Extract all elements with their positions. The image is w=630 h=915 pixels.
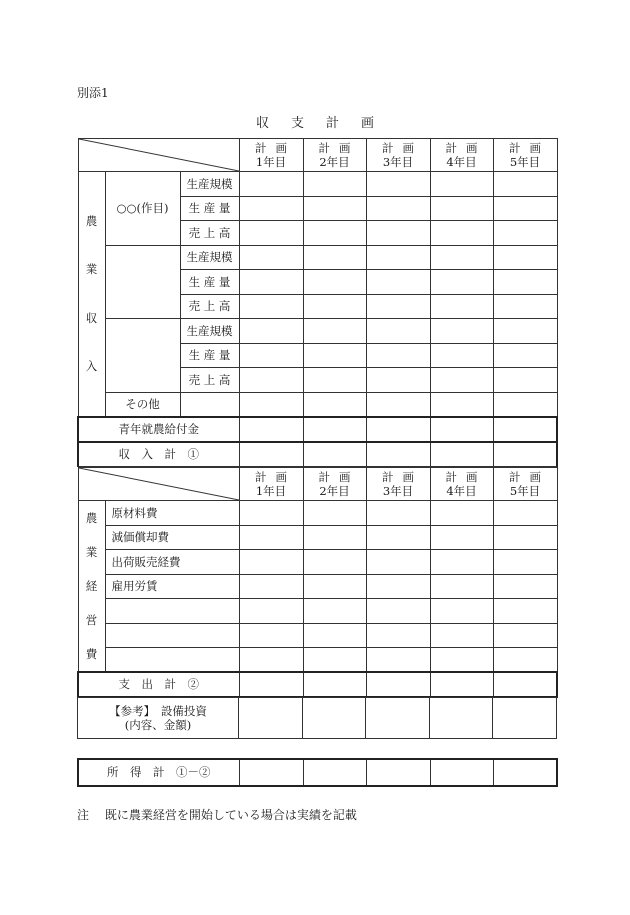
metric-label: 生 産 量 [180,270,239,295]
value-cell[interactable] [493,648,557,673]
value-cell[interactable] [303,343,366,368]
value-cell[interactable] [430,525,493,550]
value-cell[interactable] [239,442,303,467]
value-cell[interactable] [239,550,303,575]
year-header-1: 計画 1年目 [239,139,303,172]
value-cell[interactable] [366,550,430,575]
value-cell[interactable] [493,698,557,739]
value-cell[interactable] [303,525,366,550]
value-cell[interactable] [430,574,493,599]
value-cell[interactable] [366,245,430,270]
value-cell[interactable] [430,221,493,246]
income-table [77,138,558,467]
value-cell[interactable] [493,417,557,442]
expense-row [78,648,557,673]
expense-item-label: 雇用労賃 [105,574,239,599]
value-cell[interactable] [493,245,557,270]
reference-table [77,697,557,739]
value-cell[interactable] [303,501,366,526]
value-cell[interactable] [430,442,493,467]
footnote-text: 既に農業経営を開始している場合は実績を記載 [104,808,357,822]
value-cell[interactable] [366,368,430,393]
income-row [78,319,557,344]
value-cell[interactable] [366,294,430,319]
value-cell[interactable] [303,623,366,648]
value-cell[interactable] [239,392,303,417]
value-cell[interactable] [239,525,303,550]
value-cell[interactable] [239,417,303,442]
expense-item-blank[interactable] [105,599,239,624]
value-cell[interactable] [493,599,557,624]
year-header-5: 計画 5年目 [493,139,557,172]
value-cell[interactable] [303,196,366,221]
year-header-3: 計画 3年目 [366,468,430,501]
expense-row [78,525,557,550]
value-cell[interactable] [430,417,493,442]
profit-total-row [78,759,557,786]
income-category-label: 農 業 収 入 [78,172,105,417]
value-cell[interactable] [303,698,366,739]
value-cell[interactable] [239,319,303,344]
other-label: その他 [105,392,180,417]
value-cell[interactable] [366,221,430,246]
value-cell[interactable] [303,759,366,786]
expense-row [78,501,557,526]
value-cell[interactable] [303,294,366,319]
income-total-row [78,442,557,467]
income-row [78,172,557,197]
expense-total-label: 支 出 計 ② [78,672,239,697]
value-cell[interactable] [366,623,430,648]
expense-item-label: 減価償却費 [105,525,239,550]
expense-category-label: 農 業 経 営 費 [78,501,105,673]
value-cell[interactable] [493,623,557,648]
value-cell[interactable] [493,368,557,393]
footnote [77,806,357,823]
value-cell[interactable] [366,599,430,624]
value-cell[interactable] [303,270,366,295]
value-cell[interactable] [303,417,366,442]
metric-label: 生 産 量 [180,196,239,221]
expense-item-blank[interactable] [105,648,239,673]
metric-label: 生産規模 [180,172,239,197]
value-cell[interactable] [493,221,557,246]
value-cell[interactable] [366,501,430,526]
value-cell[interactable] [493,172,557,197]
value-cell[interactable] [239,599,303,624]
value-cell[interactable] [430,270,493,295]
value-cell[interactable] [493,442,557,467]
value-cell[interactable] [366,525,430,550]
value-cell[interactable] [493,343,557,368]
expense-item-blank[interactable] [105,623,239,648]
expense-row [78,574,557,599]
value-cell[interactable] [430,172,493,197]
value-cell[interactable] [366,759,430,786]
value-cell[interactable] [366,672,430,697]
income-row [78,245,557,270]
header-diagonal-cell [78,139,239,172]
value-cell[interactable] [430,672,493,697]
value-cell[interactable] [239,270,303,295]
value-cell[interactable] [493,525,557,550]
value-cell[interactable] [239,196,303,221]
value-cell[interactable] [239,574,303,599]
value-cell[interactable] [239,172,303,197]
value-cell[interactable] [430,392,493,417]
value-cell[interactable] [239,648,303,673]
value-cell[interactable] [493,270,557,295]
profit-total-table [77,758,558,787]
value-cell[interactable] [430,501,493,526]
year-header-4: 計画 4年目 [430,139,493,172]
value-cell[interactable] [366,574,430,599]
year-header-1: 計画 1年目 [239,468,303,501]
expense-table [77,467,558,698]
metric-label: 生産規模 [180,245,239,270]
value-cell[interactable] [239,698,303,739]
profit-total-label: 所 得 計 ①－② [78,759,239,786]
reference-row [78,698,557,739]
expense-item-label: 出荷販売経費 [105,550,239,575]
value-cell[interactable] [303,368,366,393]
footnote-mark: 注 [77,808,90,822]
value-cell[interactable] [366,196,430,221]
value-cell[interactable] [493,196,557,221]
value-cell[interactable] [430,368,493,393]
metric-label: 売 上 高 [180,368,239,393]
metric-label: 生産規模 [180,319,239,344]
value-cell[interactable] [239,294,303,319]
reference-line-2: (内容、金額) [124,718,192,732]
metric-label: 生 産 量 [180,343,239,368]
reference-line-1: 【参考】 設備投資 [109,703,207,718]
value-cell[interactable] [493,294,557,319]
value-cell[interactable] [493,501,557,526]
value-cell[interactable] [303,442,366,467]
income-header-row [78,139,557,172]
value-cell[interactable] [430,648,493,673]
expense-row [78,550,557,575]
subsidy-label: 青年就農給付金 [78,417,239,442]
expense-header-row [78,468,557,501]
value-cell[interactable] [366,392,430,417]
value-cell[interactable] [303,672,366,697]
value-cell[interactable] [303,550,366,575]
year-header-2: 計画 2年目 [303,139,366,172]
value-cell[interactable] [303,574,366,599]
value-cell[interactable] [430,245,493,270]
header-diagonal-cell [78,468,239,501]
value-cell[interactable] [366,319,430,344]
value-cell[interactable] [303,221,366,246]
other-sub-cell[interactable] [180,392,239,417]
reference-label [78,698,239,739]
value-cell[interactable] [493,574,557,599]
income-row-other [78,392,557,417]
document-reference: 別添1 [77,86,109,100]
value-cell[interactable] [430,550,493,575]
value-cell[interactable] [239,501,303,526]
value-cell[interactable] [493,759,557,786]
year-header-5: 計画 5年目 [493,468,557,501]
value-cell[interactable] [430,599,493,624]
expense-row [78,623,557,648]
value-cell[interactable] [239,623,303,648]
value-cell[interactable] [493,672,557,697]
metric-label: 売 上 高 [180,221,239,246]
value-cell[interactable] [239,672,303,697]
value-cell[interactable] [303,319,366,344]
income-total-label: 収 入 計 ① [78,442,239,467]
value-cell[interactable] [366,270,430,295]
value-cell[interactable] [366,442,430,467]
value-cell[interactable] [430,698,493,739]
page-title: 収支計画 [255,116,396,131]
value-cell[interactable] [430,623,493,648]
value-cell[interactable] [303,599,366,624]
value-cell[interactable] [430,294,493,319]
crop-label-1: ○○(作目) [105,172,180,246]
expense-item-label: 原材料費 [105,501,239,526]
value-cell[interactable] [366,698,430,739]
value-cell[interactable] [239,245,303,270]
crop-label-3[interactable] [105,319,180,393]
value-cell[interactable] [239,368,303,393]
year-header-4: 計画 4年目 [430,468,493,501]
value-cell[interactable] [493,392,557,417]
value-cell[interactable] [366,172,430,197]
value-cell[interactable] [303,648,366,673]
year-header-3: 計画 3年目 [366,139,430,172]
value-cell[interactable] [239,343,303,368]
value-cell[interactable] [493,550,557,575]
crop-label-2[interactable] [105,245,180,319]
value-cell[interactable] [493,319,557,344]
value-cell[interactable] [366,648,430,673]
value-cell[interactable] [430,343,493,368]
value-cell[interactable] [239,221,303,246]
value-cell[interactable] [239,759,303,786]
value-cell[interactable] [303,245,366,270]
expense-row [78,599,557,624]
value-cell[interactable] [430,759,493,786]
metric-label: 売 上 高 [180,294,239,319]
value-cell[interactable] [430,196,493,221]
value-cell[interactable] [366,417,430,442]
year-header-2: 計画 2年目 [303,468,366,501]
subsidy-row [78,417,557,442]
value-cell[interactable] [430,319,493,344]
expense-total-row [78,672,557,697]
value-cell[interactable] [303,172,366,197]
value-cell[interactable] [303,392,366,417]
value-cell[interactable] [366,343,430,368]
